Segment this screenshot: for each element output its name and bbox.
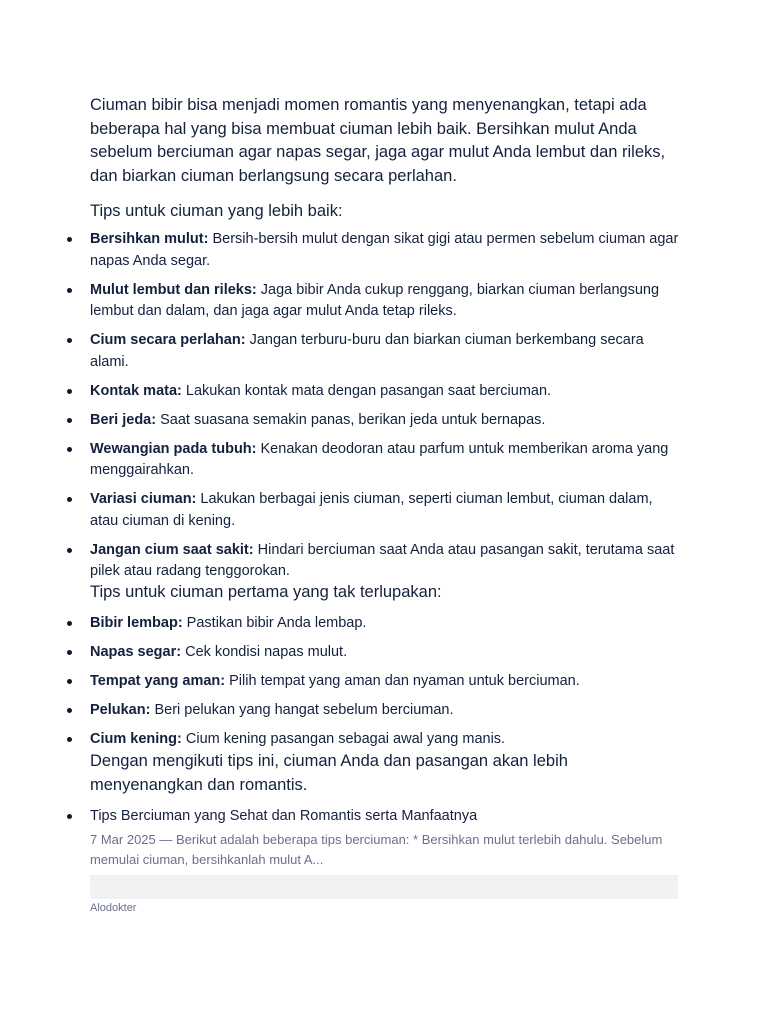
tip-text: Bersih-bersih mulut dengan sikat gigi atau permen sebelum ciuman agar napas Anda segar. [90, 231, 679, 269]
answer-content [90, 94, 680, 916]
list-item [90, 729, 680, 751]
source-card[interactable] [90, 806, 680, 916]
tip-text: Pastikan bibir Anda lembap. [182, 615, 367, 631]
tip-text: Lakukan kontak mata dengan pasangan saat berciuman. [181, 382, 552, 399]
tip-title: Mulut lembut dan rileks: [90, 281, 257, 298]
tip-title: Variasi ciuman: [90, 491, 197, 507]
tip-text: Cek kondisi napas mulut. [181, 644, 348, 660]
list-item [90, 642, 680, 664]
tip-text: Jaga bibir Anda cukup renggang, biarkan ciuman berlangsung lembut dan dalam, dan jaga agar mulut Anda tetap rileks. [90, 281, 660, 319]
section-heading-better-kiss: Tips untuk ciuman yang lebih baik: [90, 202, 343, 220]
list-item [90, 330, 680, 373]
tip-text: Hindari berciuman saat Anda atau pasangan sakit, terutama saat pilek atau radang tenggorokan. [90, 541, 675, 579]
source-snippet: 7 Mar 2025 — Berikut adalah beberapa tips berciuman: * Bersihkan mulut terlebih dahulu. Sebelum memulai ciuman, bersihkanlah mulut A... [90, 832, 663, 867]
tip-text: Lakukan berbagai jenis ciuman, seperti ciuman lembut, ciuman dalam, atau ciuman di kening. [90, 491, 653, 529]
list-item [90, 280, 680, 323]
source-site-name: Alodokter [90, 902, 137, 914]
list-item [90, 439, 680, 482]
list-item [90, 700, 680, 722]
tip-text: Beri pelukan yang hangat sebelum berciuman. [150, 702, 454, 718]
source-preview-bar [90, 875, 678, 899]
tip-text: Jangan terburu-buru dan biarkan ciuman berkembang secara alami. [90, 332, 644, 370]
tip-text: Kenakan deodoran atau parfum untuk memberikan aroma yang menggairahkan. [90, 440, 669, 478]
list-item [90, 613, 680, 635]
source-title-link[interactable]: Tips Berciuman yang Sehat dan Romantis serta Manfaatnya [90, 806, 680, 827]
list-item [90, 671, 680, 693]
tip-text: Saat suasana semakin panas, berikan jeda untuk bernapas. [156, 411, 546, 428]
tip-title: Cium kening: [90, 731, 182, 747]
list-item [90, 489, 680, 532]
tip-title: Pelukan: [90, 702, 151, 718]
tip-text: Pilih tempat yang aman dan nyaman untuk berciuman. [225, 673, 580, 689]
tip-title: Tempat yang aman: [90, 673, 226, 689]
closing-paragraph: Dengan mengikuti tips ini, ciuman Anda dan pasangan akan lebih menyenangkan dan romantis. [90, 752, 568, 794]
tips-list-first-kiss [90, 613, 680, 751]
section-heading-first-kiss: Tips untuk ciuman pertama yang tak terlupakan: [90, 583, 442, 601]
tip-title: Bersihkan mulut: [90, 231, 209, 247]
tip-title: Cium secara perlahan: [90, 332, 246, 348]
list-item [90, 381, 680, 403]
tip-title: Wewangian pada tubuh: [90, 440, 257, 457]
tip-title: Bibir lembap: [90, 615, 183, 631]
list-item [90, 540, 680, 583]
list-item [90, 410, 680, 432]
intro-paragraph: Ciuman bibir bisa menjadi momen romantis yang menyenangkan, tetapi ada beberapa hal yang bisa membuat ciuman lebih baik. Bersihkan mulut Anda sebelum berciuman agar napas segar, jaga agar mulut Anda lembut dan rileks, dan biarkan ciuman berlangsung secara perlahan. [90, 96, 666, 185]
tip-title: Kontak mata: [90, 382, 182, 399]
list-item [90, 229, 680, 272]
tips-list-better-kiss [90, 229, 680, 583]
tip-title: Napas segar: [90, 644, 182, 660]
tip-title: Jangan cium saat sakit: [90, 541, 254, 558]
tip-text: Cium kening pasangan sebagai awal yang manis. [181, 731, 506, 747]
tip-title: Beri jeda: [90, 411, 157, 428]
